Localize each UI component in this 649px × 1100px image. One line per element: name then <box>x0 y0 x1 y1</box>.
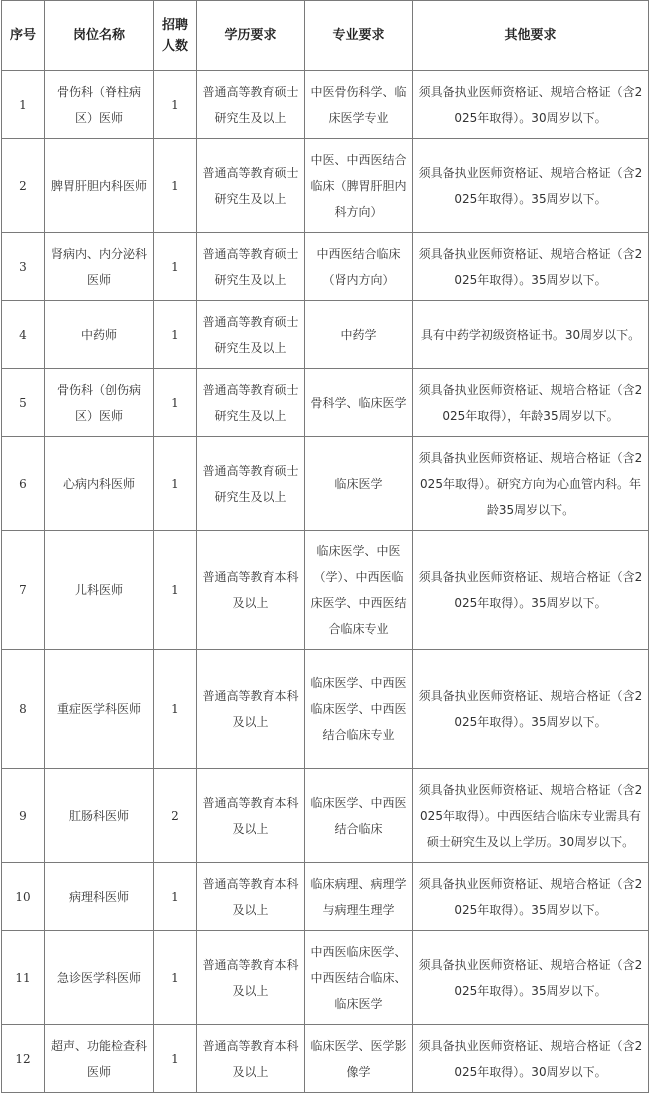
header-education: 学历要求 <box>197 1 305 71</box>
cell-other: 须具备执业医师资格证、规培合格证（含2025年取得）。30周岁以下。 <box>413 1025 649 1093</box>
table-row <box>2 437 649 531</box>
cell-post-name: 心病内科医师 <box>45 437 154 531</box>
cell-other: 须具备执业医师资格证、规培合格证（含2025年取得）。中西医结合临床专业需具有硕士研究生及以上学历。30周岁以下。 <box>413 769 649 863</box>
cell-post-name: 脾胃肝胆内科医师 <box>45 139 154 233</box>
header-index: 序号 <box>2 1 45 71</box>
cell-other: 具有中药学初级资格证书。30周岁以下。 <box>413 301 649 369</box>
recruitment-table <box>1 0 649 1093</box>
header-headcount: 招聘人数 <box>154 1 197 71</box>
cell-major: 临床医学、中西医临床医学、中西医结合临床专业 <box>305 650 413 769</box>
cell-education: 普通高等教育硕士研究生及以上 <box>197 301 305 369</box>
table-row <box>2 233 649 301</box>
table-row <box>2 369 649 437</box>
cell-post-name: 肾病内、内分泌科医师 <box>45 233 154 301</box>
cell-post-name: 急诊医学科医师 <box>45 931 154 1025</box>
cell-index: 8 <box>2 650 45 769</box>
cell-other: 须具备执业医师资格证、规培合格证（含2025年取得）。研究方向为心血管内科。年龄35周岁以下。 <box>413 437 649 531</box>
cell-headcount: 1 <box>154 531 197 650</box>
cell-post-name: 骨伤科（创伤病区）医师 <box>45 369 154 437</box>
cell-post-name: 中药师 <box>45 301 154 369</box>
cell-post-name: 肛肠科医师 <box>45 769 154 863</box>
header-row <box>2 1 649 71</box>
cell-headcount: 1 <box>154 1025 197 1093</box>
cell-other: 须具备执业医师资格证、规培合格证（含2025年取得）。35周岁以下。 <box>413 531 649 650</box>
cell-index: 1 <box>2 71 45 139</box>
table-row <box>2 531 649 650</box>
cell-headcount: 1 <box>154 301 197 369</box>
table-body <box>2 71 649 1093</box>
cell-education: 普通高等教育硕士研究生及以上 <box>197 71 305 139</box>
table-row <box>2 301 649 369</box>
table-row <box>2 71 649 139</box>
header-post-name: 岗位名称 <box>45 1 154 71</box>
table-row <box>2 863 649 931</box>
cell-post-name: 重症医学科医师 <box>45 650 154 769</box>
cell-education: 普通高等教育本科及以上 <box>197 863 305 931</box>
cell-major: 临床医学、中西医结合临床 <box>305 769 413 863</box>
cell-headcount: 1 <box>154 369 197 437</box>
cell-index: 10 <box>2 863 45 931</box>
cell-index: 4 <box>2 301 45 369</box>
cell-education: 普通高等教育硕士研究生及以上 <box>197 437 305 531</box>
cell-headcount: 1 <box>154 650 197 769</box>
cell-index: 9 <box>2 769 45 863</box>
cell-major: 临床医学 <box>305 437 413 531</box>
cell-education: 普通高等教育本科及以上 <box>197 769 305 863</box>
cell-post-name: 儿科医师 <box>45 531 154 650</box>
cell-headcount: 1 <box>154 71 197 139</box>
cell-major: 临床医学、医学影像学 <box>305 1025 413 1093</box>
table-row <box>2 931 649 1025</box>
cell-index: 7 <box>2 531 45 650</box>
cell-other: 须具备执业医师资格证、规培合格证（含2025年取得）。35周岁以下。 <box>413 863 649 931</box>
cell-education: 普通高等教育硕士研究生及以上 <box>197 139 305 233</box>
cell-education: 普通高等教育硕士研究生及以上 <box>197 233 305 301</box>
cell-major: 临床病理、病理学与病理生理学 <box>305 863 413 931</box>
cell-education: 普通高等教育本科及以上 <box>197 531 305 650</box>
cell-major: 中医骨伤科学、临床医学专业 <box>305 71 413 139</box>
cell-index: 12 <box>2 1025 45 1093</box>
cell-index: 11 <box>2 931 45 1025</box>
cell-headcount: 2 <box>154 769 197 863</box>
cell-major: 中医、中西医结合临床（脾胃肝胆内科方向） <box>305 139 413 233</box>
header-other: 其他要求 <box>413 1 649 71</box>
table-row <box>2 1025 649 1093</box>
cell-other: 须具备执业医师资格证、规培合格证（含2025年取得）。35周岁以下。 <box>413 233 649 301</box>
cell-other: 须具备执业医师资格证、规培合格证（含2025年取得）。35周岁以下。 <box>413 931 649 1025</box>
table-row <box>2 650 649 769</box>
cell-education: 普通高等教育硕士研究生及以上 <box>197 369 305 437</box>
cell-headcount: 1 <box>154 863 197 931</box>
cell-major: 中西医结合临床（肾内方向） <box>305 233 413 301</box>
cell-major: 临床医学、中医（学）、中西医临床医学、中西医结合临床专业 <box>305 531 413 650</box>
cell-education: 普通高等教育本科及以上 <box>197 1025 305 1093</box>
cell-education: 普通高等教育本科及以上 <box>197 931 305 1025</box>
cell-other: 须具备执业医师资格证、规培合格证（含2025年取得）。35周岁以下。 <box>413 650 649 769</box>
cell-post-name: 骨伤科（脊柱病区）医师 <box>45 71 154 139</box>
cell-headcount: 1 <box>154 233 197 301</box>
cell-other: 须具备执业医师资格证、规培合格证（含2025年取得）。30周岁以下。 <box>413 71 649 139</box>
cell-headcount: 1 <box>154 437 197 531</box>
cell-major: 中药学 <box>305 301 413 369</box>
cell-index: 5 <box>2 369 45 437</box>
cell-major: 骨科学、临床医学 <box>305 369 413 437</box>
cell-post-name: 病理科医师 <box>45 863 154 931</box>
cell-major: 中西医临床医学、中西医结合临床、临床医学 <box>305 931 413 1025</box>
cell-other: 须具备执业医师资格证、规培合格证（含2025年取得），年龄35周岁以下。 <box>413 369 649 437</box>
header-major: 专业要求 <box>305 1 413 71</box>
cell-post-name: 超声、功能检查科医师 <box>45 1025 154 1093</box>
cell-education: 普通高等教育本科及以上 <box>197 650 305 769</box>
table-row <box>2 769 649 863</box>
cell-index: 6 <box>2 437 45 531</box>
cell-index: 3 <box>2 233 45 301</box>
cell-headcount: 1 <box>154 139 197 233</box>
cell-index: 2 <box>2 139 45 233</box>
table-row <box>2 139 649 233</box>
cell-other: 须具备执业医师资格证、规培合格证（含2025年取得）。35周岁以下。 <box>413 139 649 233</box>
cell-headcount: 1 <box>154 931 197 1025</box>
